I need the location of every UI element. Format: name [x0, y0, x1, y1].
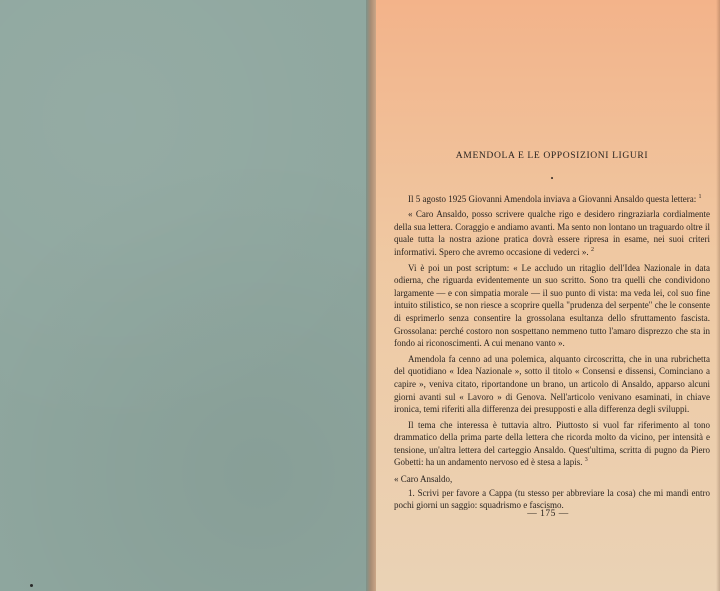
footnote-ref: 2: [590, 246, 594, 253]
footnote-ref: 3: [584, 457, 588, 464]
footnote-1: 1. Scrivi per favore a Cappa (tu stesso per abbreviare la cosa) che mi mandi entro pochi giorni un saggio: squadrismo e fascismo.: [394, 487, 710, 511]
paragraph-5: [394, 419, 710, 469]
paragraph-3: [394, 262, 710, 350]
title-ornament: •: [550, 173, 554, 183]
paragraph-4: [394, 353, 710, 416]
paragraph-text: Il 5 agosto 1925 Giovanni Amendola inviava a Giovanni Ansaldo questa lettera:: [408, 193, 697, 204]
footnote-ref: 1: [698, 193, 702, 200]
paragraph-text: Vi è poi un post scriptum: « Le accludo un ritaglio dell'Idea Nazionale in data odierna, che riguarda evidentemente un suo scritto. Sono tra quelli che condividono largamente — e con simpatia morale — il suo punto di vista: ma veda lei, col suo fine intuito stilistico, se non riesce a scoprire quella "prudenza del serpente" che le consente di esprimerlo senza consentire la grossolana esultanza dello sfruttamento fascista. Grossolana: perché costoro non sospettano nemmeno tutto l'amaro disprezzo che sta in fondo ai riconoscimenti. A cui menano vanto ».: [394, 262, 710, 349]
left-page-speck: [30, 584, 33, 587]
page-number: — 175 —: [527, 509, 569, 519]
letter-salutation: « Caro Ansaldo,: [394, 474, 453, 485]
chapter-title: AMENDOLA E LE OPPOSIZIONI LIGURI: [455, 150, 649, 161]
paragraph-2: [394, 208, 710, 258]
right-page: [376, 0, 720, 591]
paragraph-1: [394, 193, 710, 206]
page-content: [394, 150, 710, 512]
paragraph-text: « Caro Ansaldo, posso scrivere qualche rigo e desidero ringraziarla cordialmente della sua lettera. Coraggio e andiamo avanti. Ma sento non lontano un traguardo oltre il quale tutta la nostra azione pratica dovrà essere ripresa in esame, nei suoi criteri informativi. Spero che avremo occasione di vederci ».: [394, 209, 710, 257]
paragraph-text: Amendola fa cenno ad una polemica, alquanto circoscritta, che in una rubrichetta del quotidiano « Idea Nazionale », sotto il titolo « Consensi e dissensi, Cominciano a capire », veniva citato, riportandone un brano, un articolo di Ansaldo, apparso alcuni giorni avanti sul « Lavoro » di Genova. Nell'articolo venivano esaminati, in chiave ironica, temi riferiti alla differenza dei presupposti e alla differenza degli sviluppi.: [394, 353, 710, 415]
paragraph-text: Il tema che interessa è tuttavia altro. Piuttosto si vuol far riferimento al tono drammatico della prima parte della lettera che ricorda molto da vicino, per intensità e tensione, un'altra lettera del carteggio Ansaldo. Quest'ultima, scritta di pugno da Piero Gobetti: ha un andamento nervoso ed è stesa a lapis.: [394, 419, 710, 468]
